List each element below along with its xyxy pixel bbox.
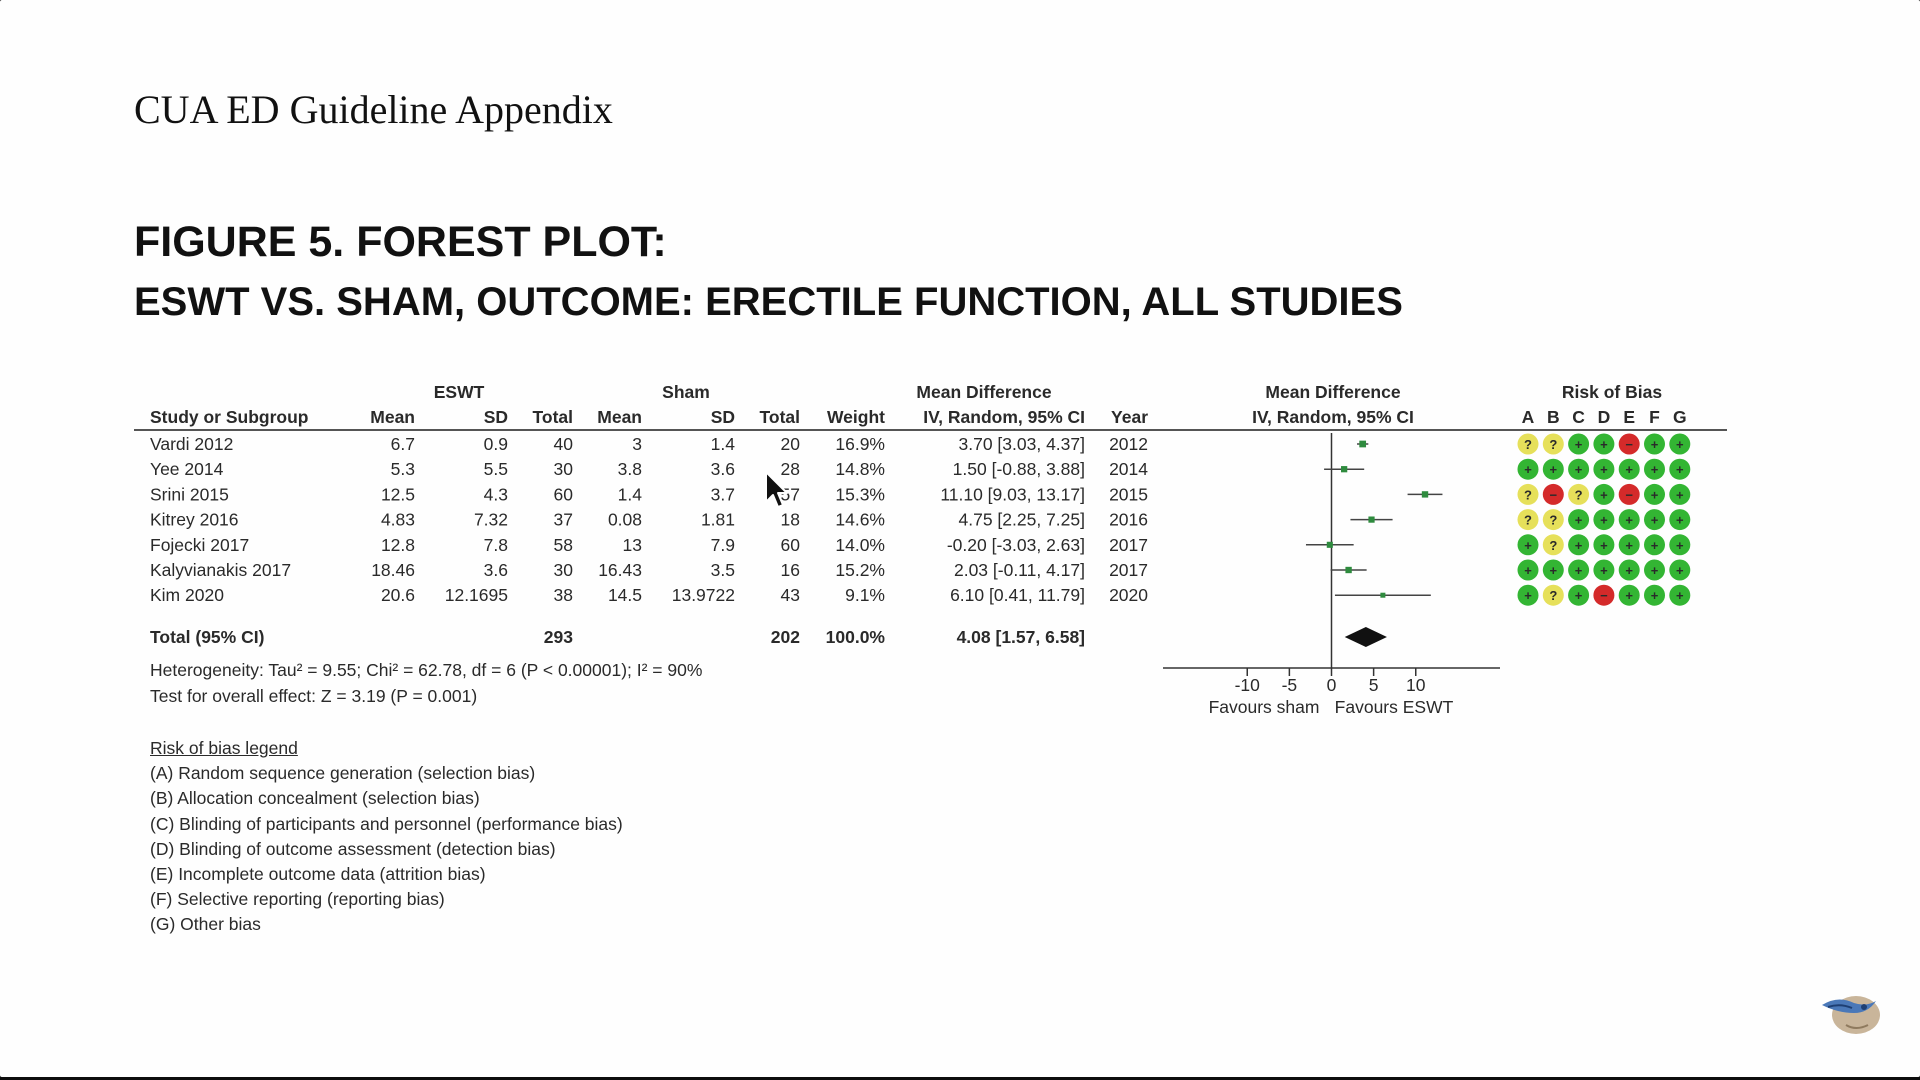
study-row-5-ci: -0.20 [-3.03, 2.63] [946, 534, 1085, 555]
study-row-5-sham-mean: 13 [622, 534, 642, 555]
study-row-3-rob-symbol-f: + [1650, 487, 1659, 503]
study-row-5-name: Fojecki 2017 [150, 534, 250, 555]
figure-title: FIGURE 5. FOREST PLOT: [134, 218, 667, 266]
study-row-3-effect-marker [1422, 491, 1428, 497]
header-mean-difference: Mean Difference [916, 382, 1052, 402]
col-sham-total: Total [759, 407, 800, 427]
study-row-6-sham-total: 16 [780, 560, 800, 580]
study-row-6-eswt-sd: 3.6 [483, 560, 508, 580]
study-row-4-sham-sd: 1.81 [700, 509, 735, 530]
study-row-5-rob-symbol-d: + [1600, 537, 1608, 553]
total-weight: 100.0% [825, 627, 885, 647]
study-row-4-ci: 4.75 [2.25, 7.25] [958, 509, 1085, 530]
study-row-4-eswt-sd: 7.32 [473, 509, 508, 530]
col-eswt-sd: SD [483, 407, 508, 427]
study-row-1-name: Vardi 2012 [150, 434, 234, 454]
study-row-2-rob-symbol-a: + [1524, 462, 1532, 478]
x-axis-tick-label-4: 10 [1406, 675, 1426, 695]
header-plot-mean-difference: Mean Difference [1265, 382, 1401, 402]
study-row-6-name: Kalyvianakis 2017 [150, 560, 292, 580]
study-row-3-rob-symbol-e: − [1625, 487, 1633, 503]
study-row-3-year: 2015 [1109, 484, 1148, 505]
study-row-2-ci: 1.50 [-0.88, 3.88] [952, 459, 1085, 480]
study-row-1-rob-symbol-d: + [1600, 437, 1608, 452]
study-row-5-sham-total: 60 [780, 534, 800, 555]
study-row-4-rob-symbol-c: + [1574, 512, 1583, 528]
study-row-3-sham-total: 57 [780, 484, 800, 505]
study-row-2-rob-symbol-f: + [1650, 462, 1659, 478]
study-row-1-rob-symbol-f: + [1650, 437, 1659, 452]
risk-of-bias-legend [150, 736, 623, 938]
study-row-7-sham-sd: 13.9722 [671, 585, 735, 606]
study-row-1-sham-sd: 1.4 [710, 434, 735, 454]
header-risk-of-bias: Risk of Bias [1561, 382, 1663, 402]
study-row-6-eswt-total: 30 [553, 560, 573, 580]
legend-heading: Risk of bias legend [150, 738, 298, 758]
study-row-3-eswt-mean: 12.5 [380, 484, 415, 505]
study-row-5-rob-symbol-f: + [1650, 537, 1659, 553]
study-row-2-rob-symbol-b: + [1549, 462, 1558, 478]
col-year: Year [1111, 407, 1148, 427]
study-row-7-eswt-total: 38 [553, 585, 573, 606]
study-row-1-ci: 3.70 [3.03, 4.37] [958, 434, 1085, 454]
study-row-2-weight: 14.8% [835, 459, 885, 480]
study-row-6-rob-symbol-d: + [1600, 563, 1608, 578]
study-row-7-year: 2020 [1109, 585, 1148, 606]
legend-item-d: (D) Blinding of outcome assessment (detection bias) [150, 838, 556, 859]
study-row-5-rob-symbol-a: + [1524, 537, 1532, 553]
total-sham: 202 [770, 627, 800, 647]
legend-item-e: (E) Incomplete outcome data (attrition bias) [150, 864, 486, 885]
study-row-4-rob-symbol-e: + [1625, 512, 1633, 528]
study-row-2-rob-symbol-c: + [1574, 462, 1583, 478]
study-row-7-effect-marker [1380, 593, 1385, 598]
study-row-1-rob-symbol-e: − [1625, 437, 1633, 452]
study-row-3-sham-sd: 3.7 [710, 484, 735, 505]
study-row-6-sham-sd: 3.5 [710, 560, 735, 580]
study-row-1-sham-mean: 3 [632, 434, 642, 454]
legend-item-c: (C) Blinding of participants and personnel (performance bias) [150, 813, 623, 834]
study-row-5-rob-symbol-b: ? [1549, 537, 1558, 553]
col-eswt-total: Total [532, 407, 573, 427]
study-row-4-eswt-total: 37 [553, 509, 573, 530]
study-row-6-rob-symbol-e: + [1625, 563, 1633, 578]
study-row-6-sham-mean: 16.43 [598, 560, 642, 580]
study-row-5-rob-symbol-e: + [1625, 537, 1633, 553]
study-row-7-eswt-sd: 12.1695 [444, 585, 508, 606]
study-row-6-effect-marker [1345, 567, 1351, 573]
study-row-1-rob-symbol-c: + [1574, 437, 1583, 452]
study-row-1-year: 2012 [1109, 434, 1148, 454]
study-row-3-ci: 11.10 [9.03, 13.17] [940, 484, 1085, 505]
favours-eswt-label: Favours ESWT [1334, 697, 1454, 717]
study-row-5-weight: 14.0% [835, 534, 885, 555]
study-row-6-ci: 2.03 [-0.11, 4.17] [953, 560, 1085, 580]
study-row-5-sham-sd: 7.9 [710, 534, 735, 555]
study-row-3-eswt-sd: 4.3 [483, 484, 508, 505]
overall-effect-text: Test for overall effect: Z = 3.19 (P = 0.001) [150, 686, 478, 706]
study-row-4-year: 2016 [1109, 509, 1148, 530]
total-label: Total (95% CI) [150, 627, 265, 647]
x-axis-tick-label-3: 5 [1368, 675, 1379, 695]
col-sham-mean: Mean [597, 407, 642, 427]
study-row-2-eswt-sd: 5.5 [483, 459, 508, 480]
study-row-5-eswt-mean: 12.8 [380, 534, 415, 555]
study-row-5-year: 2017 [1109, 534, 1148, 555]
study-row-7-name: Kim 2020 [150, 585, 224, 606]
legend-item-g: (G) Other bias [150, 914, 261, 935]
study-row-1-rob-symbol-a: ? [1524, 437, 1532, 452]
x-axis-tick-label-0: -10 [1234, 675, 1260, 695]
study-row-3-eswt-total: 60 [553, 484, 573, 505]
col-weight: Weight [826, 407, 885, 427]
study-row-4-name: Kitrey 2016 [150, 509, 239, 530]
study-row-4-effect-marker [1368, 516, 1374, 522]
col-sham-sd: SD [710, 407, 735, 427]
study-row-1-eswt-sd: 0.9 [483, 434, 508, 454]
study-row-4-sham-mean: 0.08 [607, 509, 642, 530]
study-row-7-eswt-mean: 20.6 [380, 585, 415, 606]
study-row-1-weight: 16.9% [835, 434, 885, 454]
rob-domain-d: D [1597, 407, 1611, 427]
study-row-7-rob-symbol-g: + [1676, 588, 1684, 604]
x-axis-tick-label-1: -5 [1281, 675, 1298, 695]
study-row-6-year: 2017 [1109, 560, 1148, 580]
study-row-2-sham-mean: 3.8 [617, 459, 642, 480]
study-row-5-eswt-total: 58 [553, 534, 573, 555]
col-md-ci: IV, Random, 95% CI [923, 407, 1085, 427]
channel-logo-icon [1818, 987, 1884, 1037]
study-row-1-rob-symbol-g: + [1676, 437, 1684, 452]
col-study: Study or Subgroup [150, 407, 309, 427]
study-row-2-rob-symbol-g: + [1676, 462, 1684, 478]
rob-domain-c: C [1572, 407, 1585, 427]
study-row-3-rob-symbol-a: ? [1524, 487, 1532, 503]
study-row-5-rob-symbol-c: + [1574, 537, 1583, 553]
study-row-3-rob-symbol-d: + [1600, 487, 1608, 503]
x-axis-tick-label-2: 0 [1326, 675, 1337, 695]
study-row-2-effect-marker [1341, 466, 1347, 472]
study-row-4-rob-symbol-a: ? [1524, 512, 1532, 528]
rob-domain-a: A [1521, 407, 1535, 427]
study-row-6-eswt-mean: 18.46 [371, 560, 415, 580]
study-row-3-rob-symbol-g: + [1676, 487, 1684, 503]
study-row-7-rob-symbol-f: + [1650, 588, 1659, 604]
study-row-4-weight: 14.6% [835, 509, 885, 530]
study-row-7-rob-symbol-b: ? [1549, 588, 1558, 604]
study-row-2-sham-total: 28 [780, 459, 800, 480]
legend-item-b: (B) Allocation concealment (selection bias) [150, 788, 480, 809]
study-row-1-rob-symbol-b: ? [1549, 437, 1558, 452]
study-row-6-rob-symbol-c: + [1574, 563, 1583, 578]
study-row-4-rob-symbol-d: + [1600, 512, 1608, 528]
study-row-1-eswt-total: 40 [553, 434, 573, 454]
study-row-2-rob-symbol-d: + [1600, 462, 1608, 478]
study-row-2-eswt-mean: 5.3 [390, 459, 415, 480]
study-row-4-sham-total: 18 [780, 509, 800, 530]
total-eswt: 293 [543, 627, 573, 647]
study-row-6-rob-symbol-f: + [1650, 563, 1659, 578]
study-row-5-eswt-sd: 7.8 [483, 534, 508, 555]
study-row-3-weight: 15.3% [835, 484, 885, 505]
study-row-7-rob-symbol-a: + [1524, 588, 1532, 604]
study-row-4-rob-symbol-b: ? [1549, 512, 1558, 528]
study-row-7-sham-mean: 14.5 [607, 585, 642, 606]
study-row-1-effect-marker [1359, 441, 1366, 448]
study-row-6-weight: 15.2% [835, 560, 885, 580]
legend-item-a: (A) Random sequence generation (selection bias) [150, 763, 536, 784]
total-diamond [1345, 627, 1387, 647]
col-eswt-mean: Mean [370, 407, 415, 427]
study-row-6-rob-symbol-b: + [1549, 563, 1558, 578]
study-row-5-rob-symbol-g: + [1676, 537, 1684, 553]
study-row-3-name: Srini 2015 [150, 484, 229, 505]
study-row-7-rob-symbol-d: − [1600, 588, 1608, 604]
rob-domain-f: F [1649, 407, 1660, 427]
study-row-7-sham-total: 43 [780, 585, 800, 606]
study-row-4-eswt-mean: 4.83 [380, 509, 415, 530]
study-row-5-effect-marker [1327, 542, 1333, 548]
study-row-2-name: Yee 2014 [150, 459, 224, 480]
favours-sham-label: Favours sham [1208, 697, 1320, 717]
heterogeneity-text: Heterogeneity: Tau² = 9.55; Chi² = 62.78, df = 6 (P < 0.00001); I² = 90% [150, 660, 703, 680]
study-row-2-eswt-total: 30 [553, 459, 573, 480]
header-eswt: ESWT [433, 382, 485, 402]
legend-item-f: (F) Selective reporting (reporting bias) [150, 889, 445, 910]
rob-domain-b: B [1546, 407, 1560, 427]
appendix-title: CUA ED Guideline Appendix [134, 87, 613, 132]
study-row-2-sham-sd: 3.6 [710, 459, 735, 480]
study-row-7-rob-symbol-e: + [1625, 588, 1633, 604]
study-row-4-rob-symbol-f: + [1650, 512, 1659, 528]
col-plot-sub: IV, Random, 95% CI [1252, 407, 1414, 427]
mouse-cursor-icon [764, 470, 790, 510]
study-row-2-rob-symbol-e: + [1625, 462, 1633, 478]
study-row-7-weight: 9.1% [845, 585, 885, 606]
study-row-3-rob-symbol-c: ? [1574, 487, 1583, 503]
total-ci: 4.08 [1.57, 6.58] [956, 627, 1085, 647]
rob-domain-g: G [1672, 407, 1687, 427]
figure-subtitle: ESWT VS. SHAM, OUTCOME: ERECTILE FUNCTION, ALL STUDIES [134, 280, 1403, 324]
study-row-3-sham-mean: 1.4 [617, 484, 642, 505]
study-row-6-rob-symbol-a: + [1524, 563, 1532, 578]
study-row-6-rob-symbol-g: + [1676, 563, 1684, 578]
study-row-3-rob-symbol-b: − [1549, 487, 1558, 503]
study-row-7-rob-symbol-c: + [1574, 588, 1583, 604]
study-row-2-year: 2014 [1109, 459, 1148, 480]
study-row-4-rob-symbol-g: + [1676, 512, 1684, 528]
rob-domain-e: E [1623, 407, 1636, 427]
study-row-1-sham-total: 20 [780, 434, 800, 454]
header-sham: Sham [662, 382, 710, 402]
study-row-1-eswt-mean: 6.7 [390, 434, 415, 454]
study-row-7-ci: 6.10 [0.41, 11.79] [950, 585, 1085, 606]
